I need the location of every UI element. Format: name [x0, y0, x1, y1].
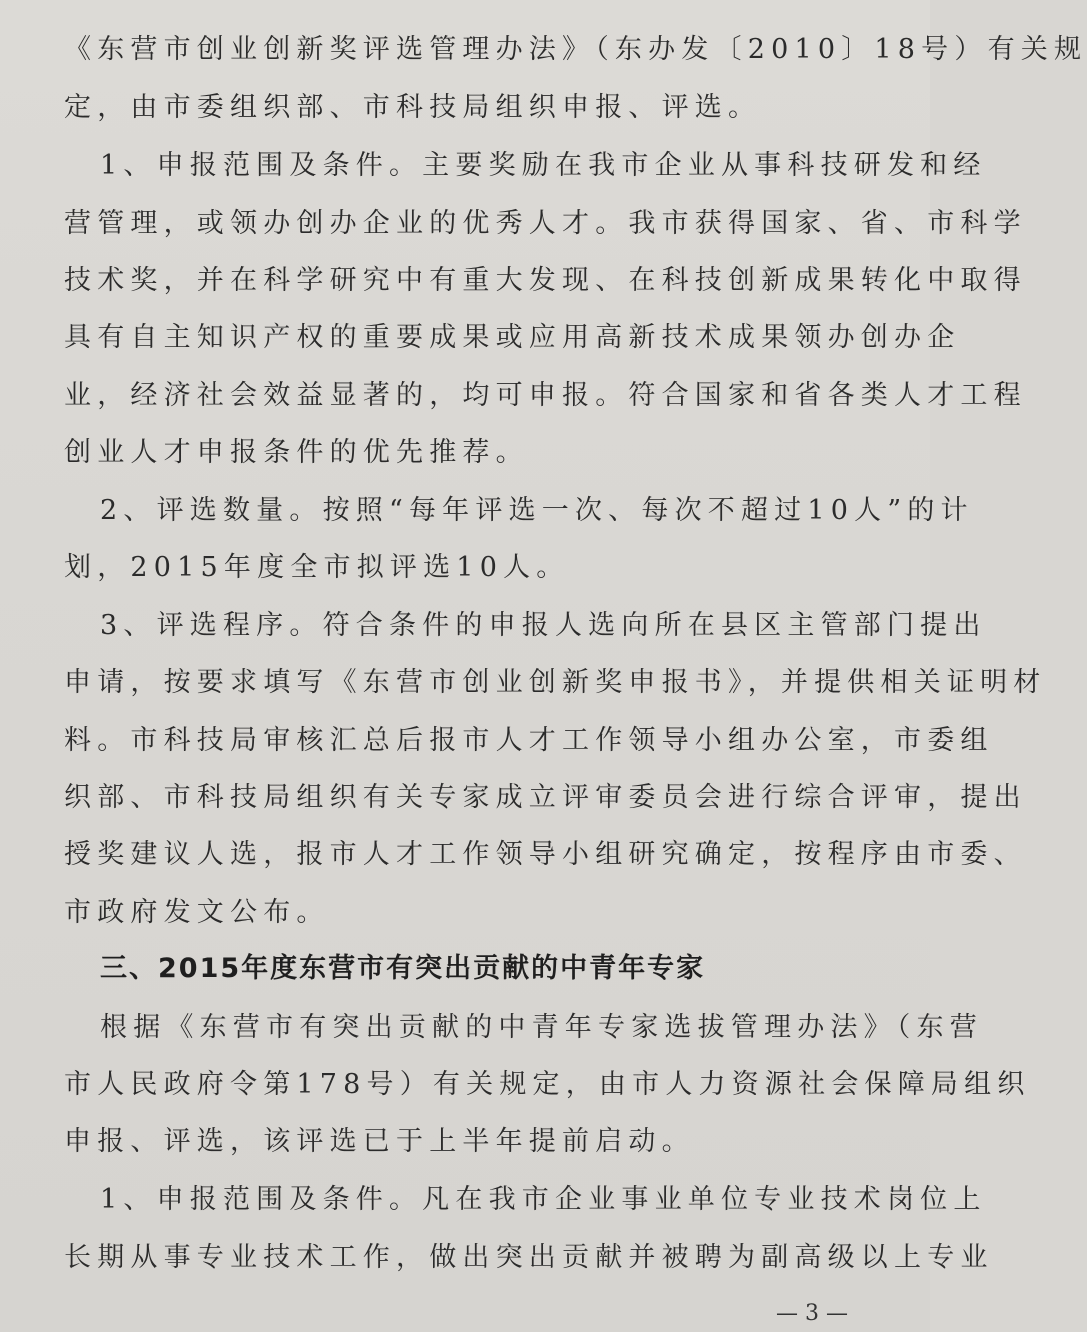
text-line: 申请，按要求填写《东营市创业创新奖申报书》，并提供相关证明材 [64, 667, 1047, 698]
text-line: 营管理，或领办创办企业的优秀人才。我市获得国家、省、市科学 [64, 208, 1027, 239]
text-line: 3、评选程序。符合条件的申报人选向所在县区主管部门提出 [100, 610, 987, 641]
text-line: 长期从事专业技术工作，做出突出贡献并被聘为副高级以上专业 [64, 1242, 994, 1273]
text-line: 创业人才申报条件的优先推荐。 [64, 437, 529, 468]
page-number: — 3 — [776, 1301, 848, 1326]
text-line: 1、申报范围及条件。凡在我市企业事业单位专业技术岗位上 [100, 1184, 987, 1215]
text-line: 市政府发文公布。 [64, 897, 330, 928]
text-line: 授奖建议人选，报市人才工作领导小组研究确定，按程序由市委、 [64, 839, 1027, 870]
text-line: 技术奖，并在科学研究中有重大发现、在科技创新成果转化中取得 [64, 265, 1027, 296]
text-line: 市人民政府令第178号）有关规定，由市人力资源社会保障局组织 [64, 1069, 1031, 1100]
text-line: 业，经济社会效益显著的，均可申报。符合国家和省各类人才工程 [64, 380, 1027, 411]
text-line: 《东营市创业创新奖评选管理办法》（东办发〔2010〕18号）有关规 [64, 34, 1087, 65]
text-line: 定，由市委组织部、市科技局组织申报、评选。 [64, 92, 762, 123]
text-line: 根据《东营市有突出贡献的中青年专家选拔管理办法》（东营 [100, 1012, 983, 1043]
text-line: 1、申报范围及条件。主要奖励在我市企业从事科技研发和经 [100, 150, 987, 181]
text-line: 具有自主知识产权的重要成果或应用高新技术成果领办创办企 [64, 322, 961, 353]
text-line: 织部、市科技局组织有关专家成立评审委员会进行综合评审，提出 [64, 782, 1027, 813]
text-line: 划，2015年度全市拟评选10人。 [64, 552, 570, 583]
text-line: 申报、评选，该评选已于上半年提前启动。 [64, 1126, 695, 1157]
text-line: 料。市科技局审核汇总后报市人才工作领导小组办公室，市委组 [64, 725, 994, 756]
text-line: 2、评选数量。按照“每年评选一次、每次不超过10人”的计 [100, 495, 974, 526]
section-heading: 三、2015年度东营市有突出贡献的中青年专家 [100, 953, 706, 984]
